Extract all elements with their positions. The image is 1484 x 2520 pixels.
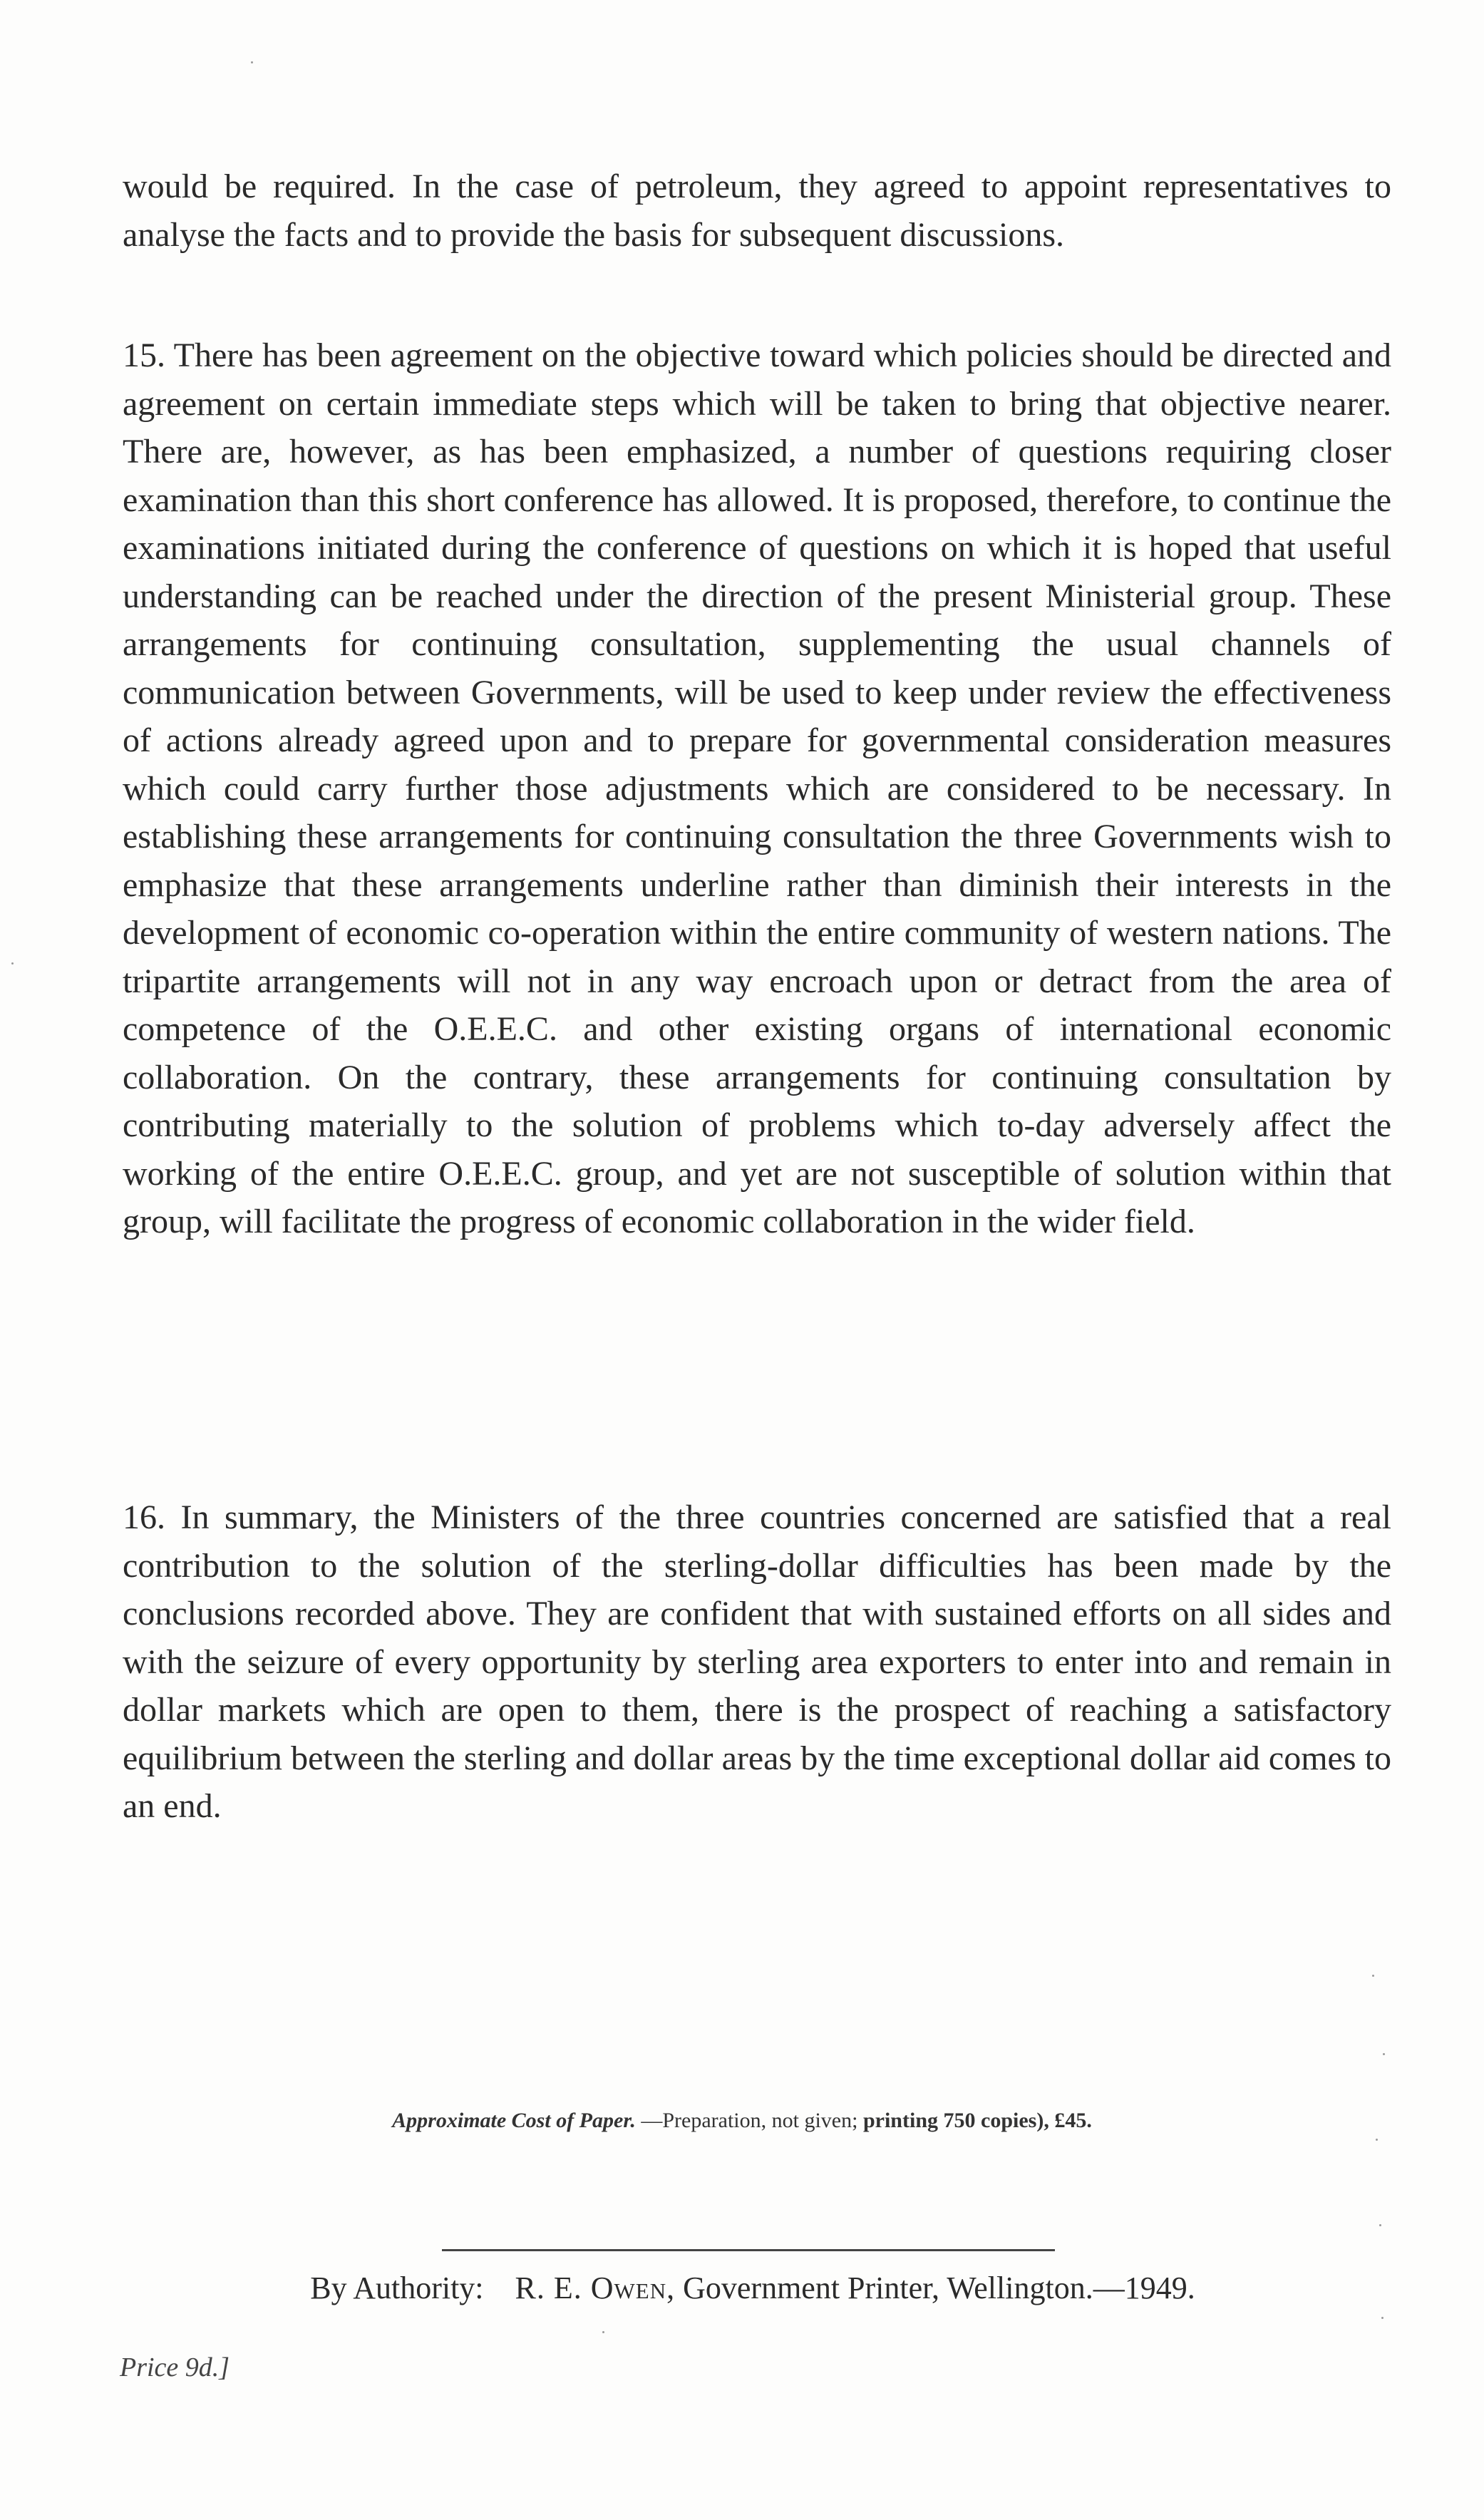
paragraph-14-continuation: would be required. In the case of petroleum, they agreed to appoint representatives to analyse the facts and to provide the basis for subsequent discussions. [123,168,1391,254]
scan-speck [1381,2317,1383,2319]
printer-name: R. E. Owen, [515,2270,676,2305]
printer-authority-line [0,2267,1484,2310]
scan-speck [1379,2224,1381,2226]
cost-of-paper-note [0,2107,1484,2135]
cost-detail: —Preparation, not given; [641,2109,858,2132]
authority-suffix: Government Printer, Wellington.—1949. [683,2270,1195,2305]
price-note: Price 9d.] [120,2352,230,2382]
paragraph-15: 15. There has been agreement on the objective toward which policies should be directed and agreement on certain immediate steps which will be taken to bring that objective nearer. There are, however, as has been emphasized, a number of questions requiring closer examination than this short conference has allowed. It is proposed, therefore, to continue the examinations initiated during the conference of questions on which it is hoped that useful understanding can be reached under the direction of the present Ministerial group. These arrangements for continuing consultation, supplementing the usual channels of communication between Governments, will be used to keep under review the effectiveness of actions already agreed upon and to prepare for governmental consideration measures which could carry further those adjustments which are considered to be necessary. In establishing these arrangements for continuing consultation the three Governments wish to emphasize that these arrangements underline rather than diminish their interests in the development of economic co-operation within the entire community of western nations. The tripartite arrangements will not in any way encroach upon or detract from the area of competence of the O.E.E.C. and other existing organs of international economic collaboration. On the contrary, these arrangements for continuing consultation by contributing materially to the solution of problems which to-day adversely affect the working of the entire O.E.E.C. group, and yet are not susceptible of solution within that group, will facilitate the progress of economic collaboration in the wider field. [123,336,1391,1240]
scan-speck [1376,2139,1378,2141]
scan-speck [602,2331,604,2333]
cost-printing: printing 750 copies), £45. [862,2109,1092,2132]
paragraph-16: 16. In summary, the Ministers of the three countries concerned are satisfied that a real contribution to the solution of the sterling-dollar difficulties has been made by the conclusions recorded above. They are confident that with sustained efforts on all sides and with the seizure of every opportunity by sterling area exporters to enter into and remain in dollar markets which are open to them, there is the prospect of reaching a satisfactory equilibrium between the sterling and dollar areas by the time exceptional dollar aid comes to an end. [123,1498,1391,1825]
scan-speck [1383,2053,1385,2055]
horizontal-rule [442,2249,1055,2251]
authority-prefix: By Authority: [310,2270,484,2305]
scan-speck [251,61,253,63]
scan-speck [1372,1975,1374,1977]
cost-label: Approximate Cost of Paper. [392,2109,636,2132]
scan-speck [11,962,14,965]
